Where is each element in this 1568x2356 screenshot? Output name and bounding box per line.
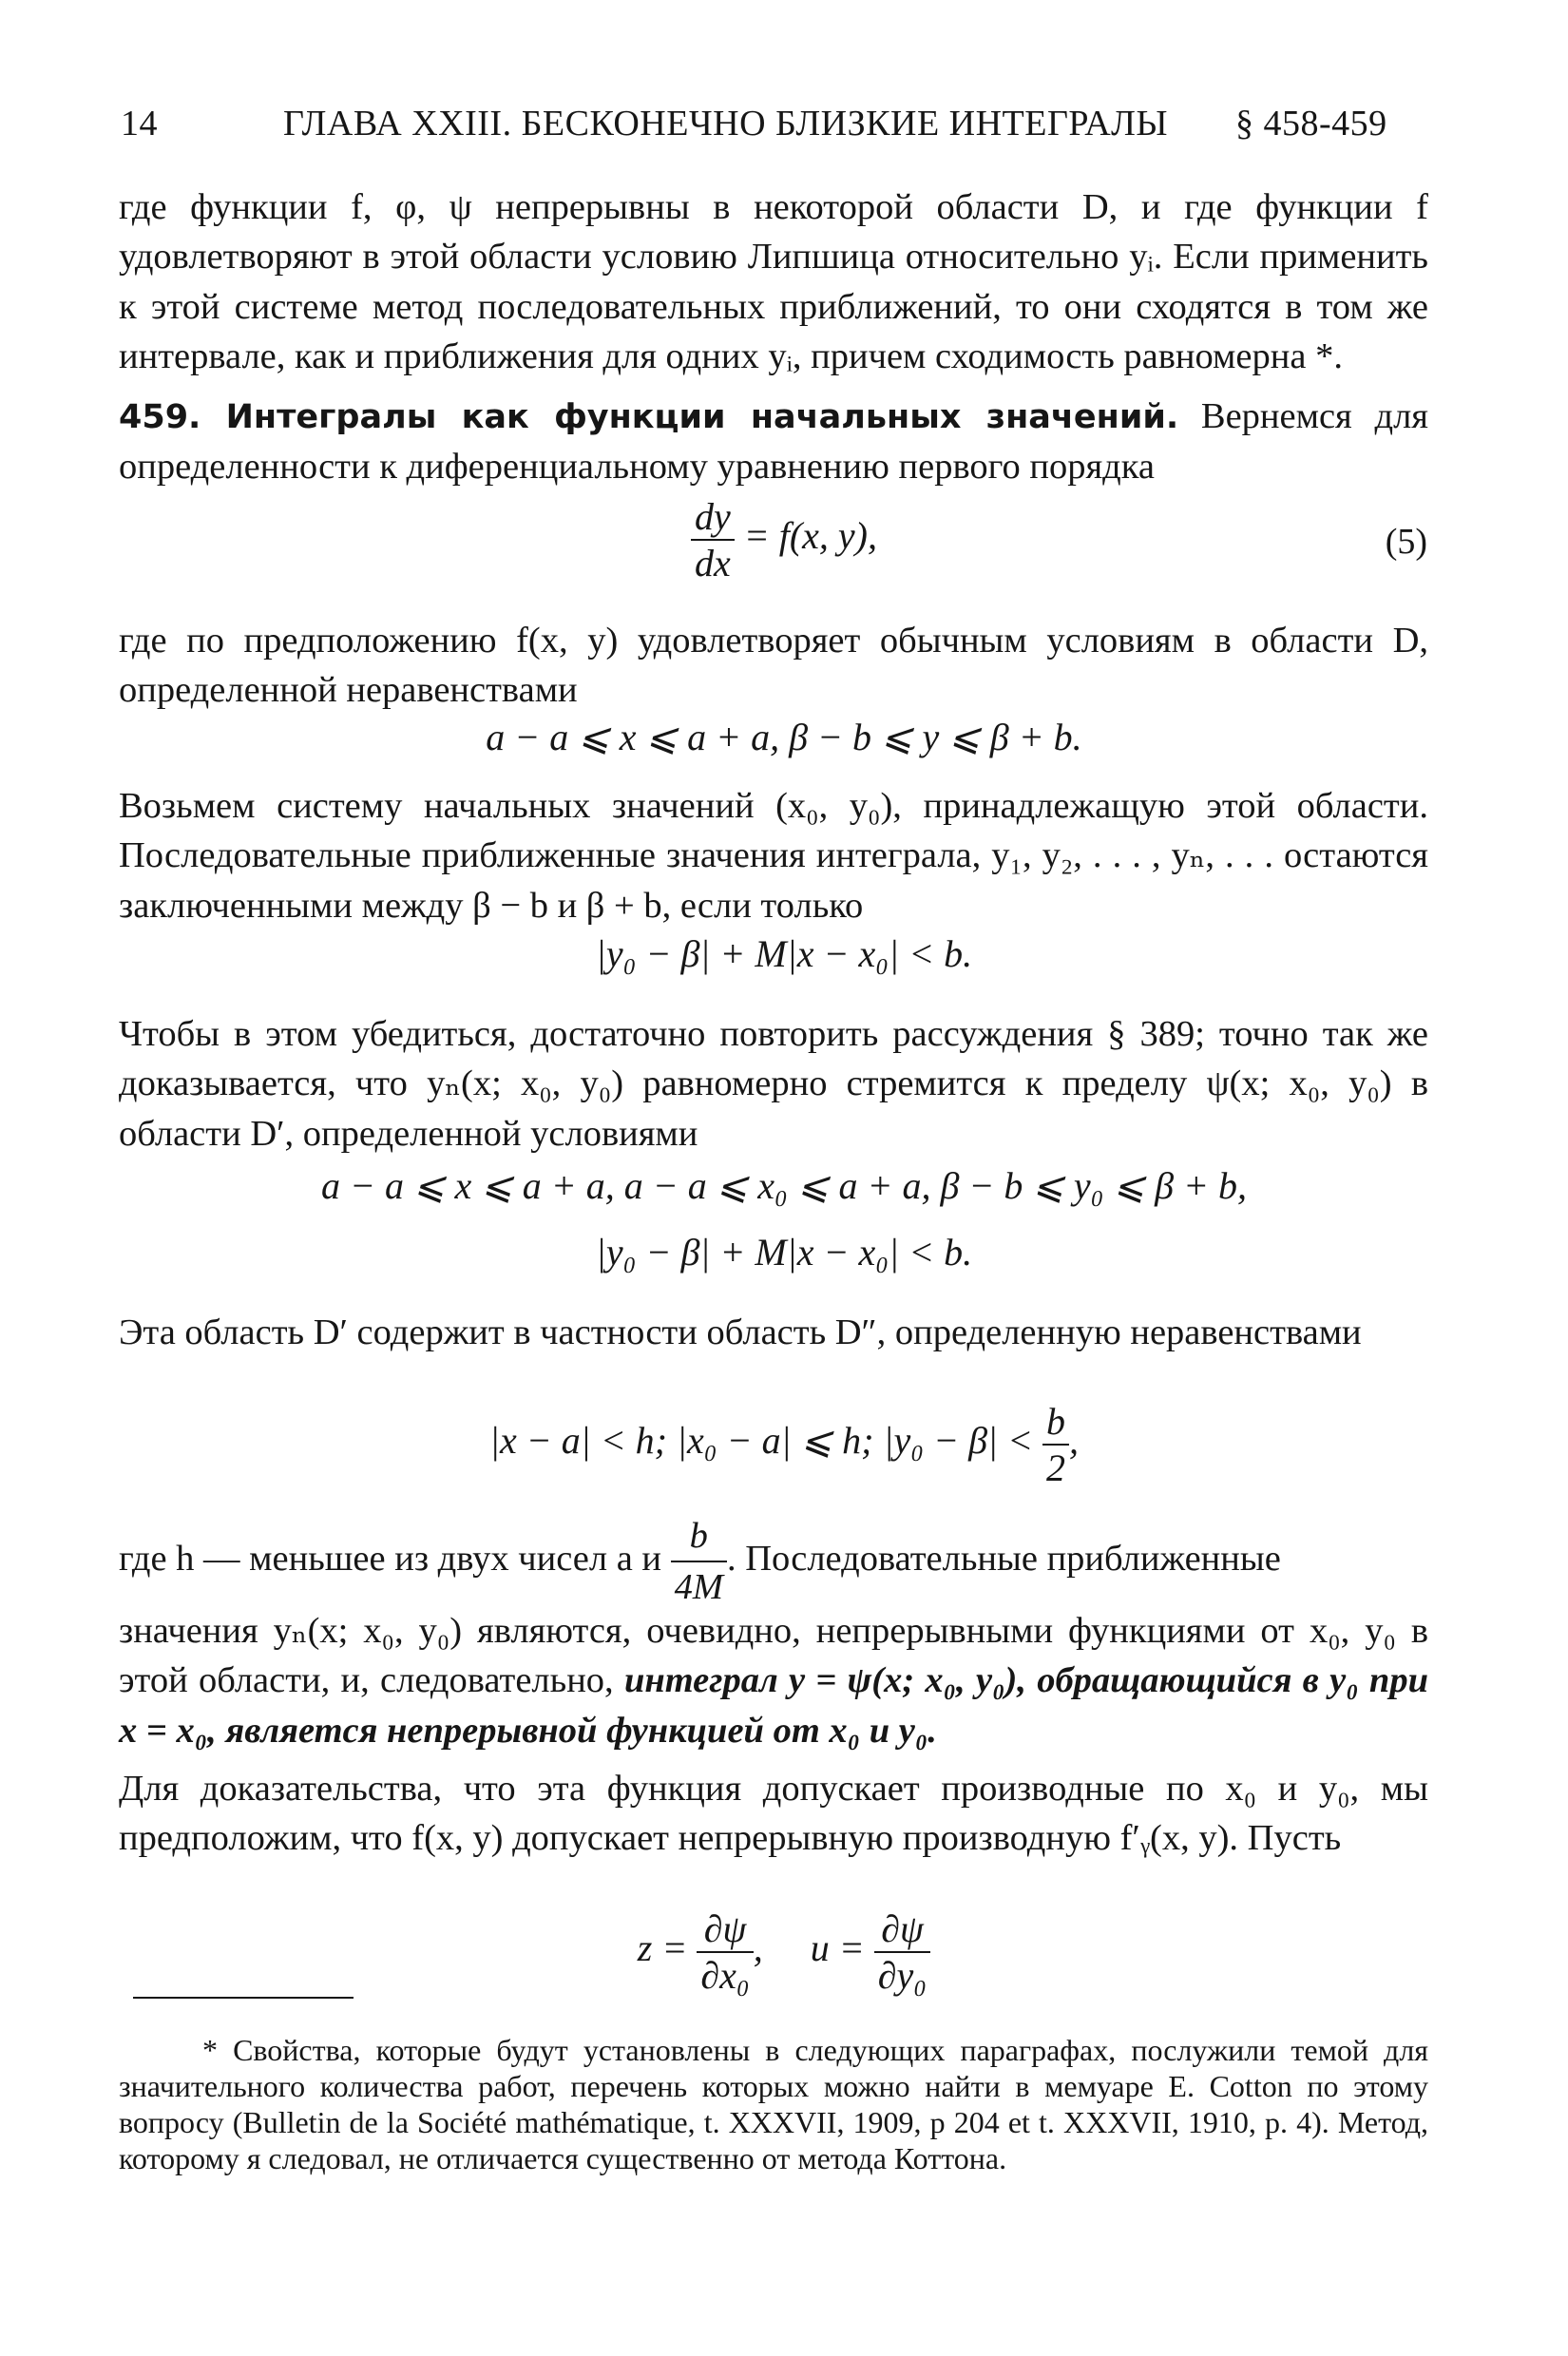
inequality-condition: |y₀ − β| + M|x − x₀| < b.	[595, 932, 973, 975]
z-fraction	[697, 1906, 753, 1998]
paragraph-6: Эта область D′ содержит в частности область D″, определенную неравенствами	[119, 1312, 1362, 1352]
b-over-4m-fraction	[671, 1511, 727, 1613]
fraction-numerator: ∂ψ	[874, 1906, 930, 1953]
equation-5	[0, 494, 1568, 585]
z-lhs: z =	[637, 1926, 688, 1970]
section-intro-text: Вернемся для определенности к диференциальному уравнению первого порядка	[119, 396, 1428, 488]
u-fraction	[874, 1906, 930, 1998]
fraction-numerator: b	[671, 1511, 727, 1562]
paragraph-3: где по предположению f(x, y) удовлетворяет обычным условиям в области D, определенной неравенствами	[119, 621, 1428, 711]
equation-5-rhs: = f(x, y),	[743, 514, 878, 558]
fraction-denominator: ∂y₀	[877, 1954, 927, 1997]
paragraph-1: где функции f, φ, ψ непрерывны в некоторой области D, и где функции f удовлетворяют в этой области условию Липшица относительно yᵢ. Если применить к этой системе метод последовательных приближений, то они сходятся в том же интервале, как и приближения для одних yᵢ, причем сходимость равномерна *.	[119, 187, 1428, 377]
inequality-domain-d-double-prime	[0, 1399, 1568, 1490]
fraction-numerator: b	[1042, 1399, 1069, 1446]
paragraph-8	[119, 1606, 1428, 1755]
partial-derivatives-definition	[0, 1906, 1568, 1998]
fraction-denominator: ∂x₀	[700, 1954, 750, 1997]
u-lhs: u =	[810, 1926, 865, 1970]
paragraph-8-text: значения yₙ(x; x₀, y₀) являются, очевидно, непрерывными функциями от x₀, y₀ в этой области, и, следовательно,	[119, 1611, 1428, 1701]
paragraph-4: Возьмем систему начальных значений (x₀, y₀), принадлежащую этой области. Последовательные приближенные значения интеграла, y₁, y₂, . . . , yₙ, . . . остаются заключенными между β − b и β + b, если только	[119, 786, 1428, 926]
chapter-title: ГЛАВА XXIII. БЕСКОНЕЧНО БЛИЗКИЕ ИНТЕГРАЛЫ	[283, 104, 1169, 144]
fraction-denominator: 2	[1046, 1446, 1066, 1489]
inequality-end: ,	[1069, 1419, 1080, 1463]
inequality-domain-d-prime-2: |y₀ − β| + M|x − x₀| < b.	[595, 1231, 973, 1274]
footnote-divider	[133, 1997, 354, 1999]
paragraph-5: Чтобы в этом убедиться, достаточно повторить рассуждения § 389; точно так же доказывается, что yₙ(x; x₀, y₀) равномерно стремится к пределу ψ(x; x₀, y₀) в области D′, определенной условиями	[119, 1014, 1428, 1154]
fraction-denominator: 4M	[674, 1567, 723, 1608]
fraction-numerator: dy	[691, 494, 735, 541]
fraction-numerator: ∂ψ	[697, 1906, 753, 1953]
page-number: 14	[121, 104, 158, 144]
paragraph-7-start: где h — меньшее из двух чисел a и	[119, 1539, 662, 1580]
section-heading: 459. Интегралы как функции начальных значений.	[119, 398, 1179, 436]
section-459-paragraph	[119, 392, 1428, 492]
section-range: § 458-459	[1235, 104, 1387, 144]
separator: ,	[753, 1926, 763, 1970]
inequality-text: |x − a| < h; |x₀ − a| ⩽ h; |y₀ − β| <	[488, 1419, 1034, 1463]
paragraph-7	[119, 1511, 1428, 1613]
paragraph-7-end: . Последовательные приближенные	[726, 1539, 1281, 1580]
equation-5-label: (5)	[1385, 522, 1427, 562]
theorem-statement: интеграл y = ψ(x; x₀, y₀), обращающийся в y₀ при x = x₀, является непрерывной функцией от x₀ и y₀.	[119, 1660, 1428, 1751]
paragraph-9: Для доказательства, что эта функция допускает производные по x₀ и y₀, мы предположим, что f(x, y) допускает непрерывную производную f′ᵧ(x, y). Пусть	[119, 1769, 1428, 1859]
inequality-domain-d-prime: a − a ⩽ x ⩽ a + a, a − a ⩽ x₀ ⩽ a + a, β − b ⩽ y₀ ⩽ β + b,	[321, 1164, 1247, 1207]
fraction-denominator: dx	[694, 542, 731, 584]
inequality-domain-d: a − a ⩽ x ⩽ a + a, β − b ⩽ y ⩽ β + b.	[486, 716, 1082, 758]
b-over-2-fraction	[1042, 1399, 1069, 1490]
footnote: * Свойства, которые будут установлены в следующих параграфах, послужили темой для значительного количества работ, перечень которых можно найти в мемуаре E. Cotton по этому вопросу (Bulletin de la Société mathématique, t. XXXVII, 1909, p 204 et t. XXXVII, 1910, p. 4). Метод, которому я следовал, не отличается существенно от метода Коттона.	[119, 2033, 1428, 2175]
dy-dx-fraction	[691, 494, 735, 585]
